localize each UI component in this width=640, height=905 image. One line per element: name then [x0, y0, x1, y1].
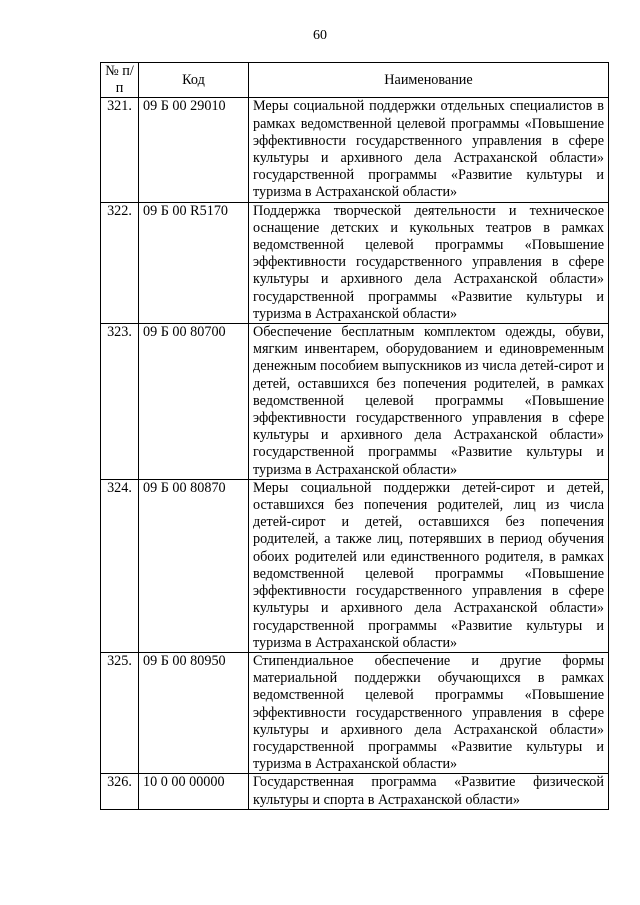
- budget-code-table: [100, 62, 609, 810]
- table-row: [101, 202, 609, 323]
- row-number: 325.: [101, 652, 139, 773]
- row-code: 09 Б 00 80950: [139, 652, 249, 773]
- header-number: № п/п: [101, 63, 139, 98]
- table-row: [101, 324, 609, 480]
- row-code: 09 Б 00 29010: [139, 98, 249, 202]
- row-name: Меры социальной поддержки детей-сирот и детей, оставшихся без попечения родителей, лиц из числа детей-сирот и детей, оставшихся без попечения родителей, а также лиц, потерявших в период обучения обоих родителей или единственного родителя, в рамках ведомственной целевой программы «Повышение эффективности государственного управления в сфере культуры и архивного дела Астраханской области» государственной программы «Развитие культуры и туризма в Астраханской области»: [249, 479, 609, 652]
- row-name: Меры социальной поддержки отдельных специалистов в рамках ведомственной целевой программы «Повышение эффективности государственного управления в сфере культуры и архивного дела Астраханской области» государственной программы «Развитие культуры и туризма в Астраханской области»: [249, 98, 609, 202]
- row-name: Обеспечение бесплатным комплектом одежды, обуви, мягким инвентарем, оборудованием и единовременным денежным пособием выпускников из числа детей-сирот и детей, оставшихся без попечения родителей, в рамках ведомственной целевой программы «Повышение эффективности государственного управления в сфере культуры и архивного дела Астраханской области» государственной программы «Развитие культуры и туризма в Астраханской области»: [249, 324, 609, 480]
- row-name: Стипендиальное обеспечение и другие формы материальной поддержки обучающихся в рамках ведомственной целевой программы «Повышение эффективности государственного управления в сфере культуры и архивного дела Астраханской области» государственной программы «Развитие культуры и туризма в Астраханской области»: [249, 652, 609, 773]
- page-number: 60: [313, 28, 327, 43]
- row-name: Поддержка творческой деятельности и техническое оснащение детских и кукольных театров в рамках ведомственной целевой программы «Повышение эффективности государственного управления в сфере культуры и архивного дела Астраханской области» государственной программы «Развитие культуры и туризма в Астраханской области»: [249, 202, 609, 323]
- row-number: 323.: [101, 324, 139, 480]
- row-name: Государственная программа «Развитие физической культуры и спорта в Астраханской области»: [249, 774, 609, 809]
- row-number: 326.: [101, 774, 139, 809]
- table-row: [101, 479, 609, 652]
- header-name: Наименование: [249, 63, 609, 98]
- row-code: 09 Б 00 80700: [139, 324, 249, 480]
- row-code: 09 Б 00 80870: [139, 479, 249, 652]
- row-number: 322.: [101, 202, 139, 323]
- table-row: [101, 652, 609, 773]
- table-header-row: [101, 63, 609, 98]
- row-code: 09 Б 00 R5170: [139, 202, 249, 323]
- header-code: Код: [139, 63, 249, 98]
- table-row: [101, 774, 609, 809]
- table-row: [101, 98, 609, 202]
- row-code: 10 0 00 00000: [139, 774, 249, 809]
- row-number: 324.: [101, 479, 139, 652]
- row-number: 321.: [101, 98, 139, 202]
